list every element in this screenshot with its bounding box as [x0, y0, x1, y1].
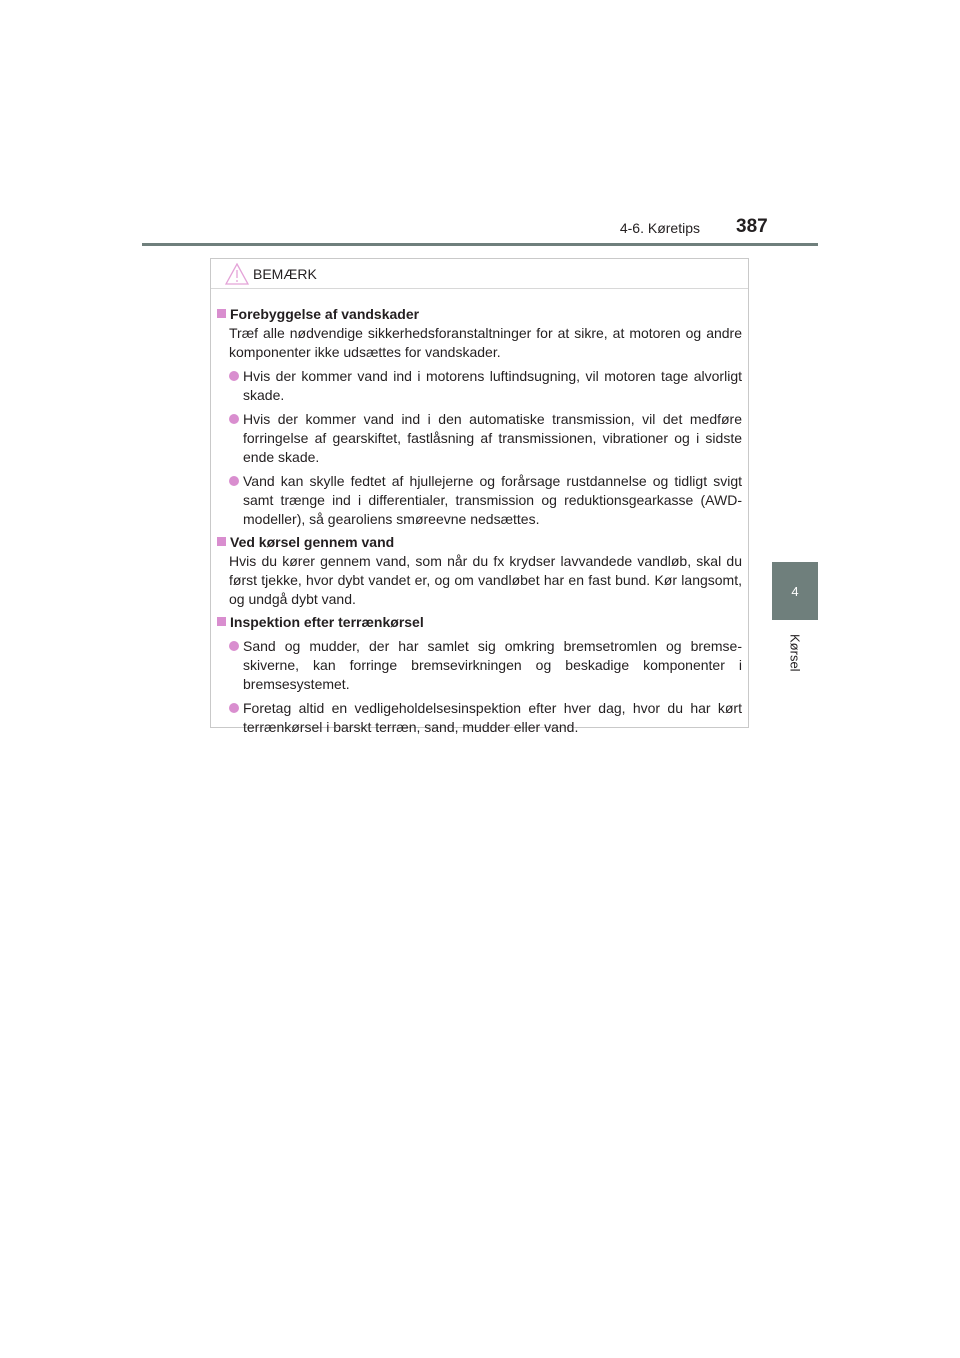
- notice-header: [211, 259, 748, 289]
- list-item: Vand kan skylle fedtet af hjullejerne og forårsage rustdannelse og tidligt svigt samt trænge ind i differentialer, transmission og reduktionsgearkasse (AWD-modeller), så gearoliens smøreevne nedsættes.: [217, 472, 742, 529]
- square-bullet-icon: [217, 309, 226, 318]
- section-heading-offroad-inspection: Inspektion efter terrænkørsel: [217, 613, 742, 632]
- section-title: 4-6. Køretips: [619, 220, 700, 236]
- section-heading-water-damage: Forebyggelse af vandskader: [217, 305, 742, 324]
- round-bullet-icon: [229, 414, 239, 424]
- round-bullet-icon: [229, 703, 239, 713]
- section-intro: Træf alle nødvendige sikkerhedsforanstaltninger for at sikre, at motoren og andre komponenter ikke udsættes for vandskader.: [229, 325, 742, 360]
- chapter-tab: [772, 562, 818, 620]
- round-bullet-icon: [229, 371, 239, 381]
- list-item: Hvis der kommer vand ind i den automatiske transmission, vil det medføre forringelse af gearskiftet, fastlåsning af transmissionen, vibrationer og i sidste ende skade.: [217, 410, 742, 467]
- list-item: Hvis der kommer vand ind i motorens luftindsugning, vil motoren tage alvorligt skade.: [217, 367, 742, 405]
- chapter-name: Kørsel: [787, 634, 803, 672]
- round-bullet-icon: [229, 641, 239, 651]
- notice-box: [210, 258, 749, 735]
- section-intro: Hvis du kører gennem vand, som når du fx krydser lavvandede vandløb, skal du først tjekke, hvor dybt vandet er, og om vandløbet har en fast bund. Kør langsomt, og undgå dybt vand.: [229, 553, 742, 607]
- section-heading-driving-through-water: Ved kørsel gennem vand: [217, 533, 742, 552]
- warning-triangle-icon: [225, 263, 249, 285]
- round-bullet-icon: [229, 476, 239, 486]
- notice-body: [211, 289, 748, 737]
- square-bullet-icon: [217, 537, 226, 546]
- header-rule: [142, 243, 818, 246]
- chapter-number: 4: [791, 583, 799, 599]
- list-item: Sand og mudder, der har samlet sig omkring bremsetromlen og bremse-skiverne, kan forringe bremsevirkningen og beskadige komponenter i bremsesystemet.: [217, 637, 742, 694]
- list-item: Foretag altid en vedligeholdelsesinspektion efter hver dag, hvor du har kørt terrænkørsel i barskt terræn, sand, mudder eller vand.: [217, 699, 742, 737]
- square-bullet-icon: [217, 617, 226, 626]
- page-number: 387: [736, 216, 768, 237]
- notice-title: BEMÆRK: [253, 265, 317, 282]
